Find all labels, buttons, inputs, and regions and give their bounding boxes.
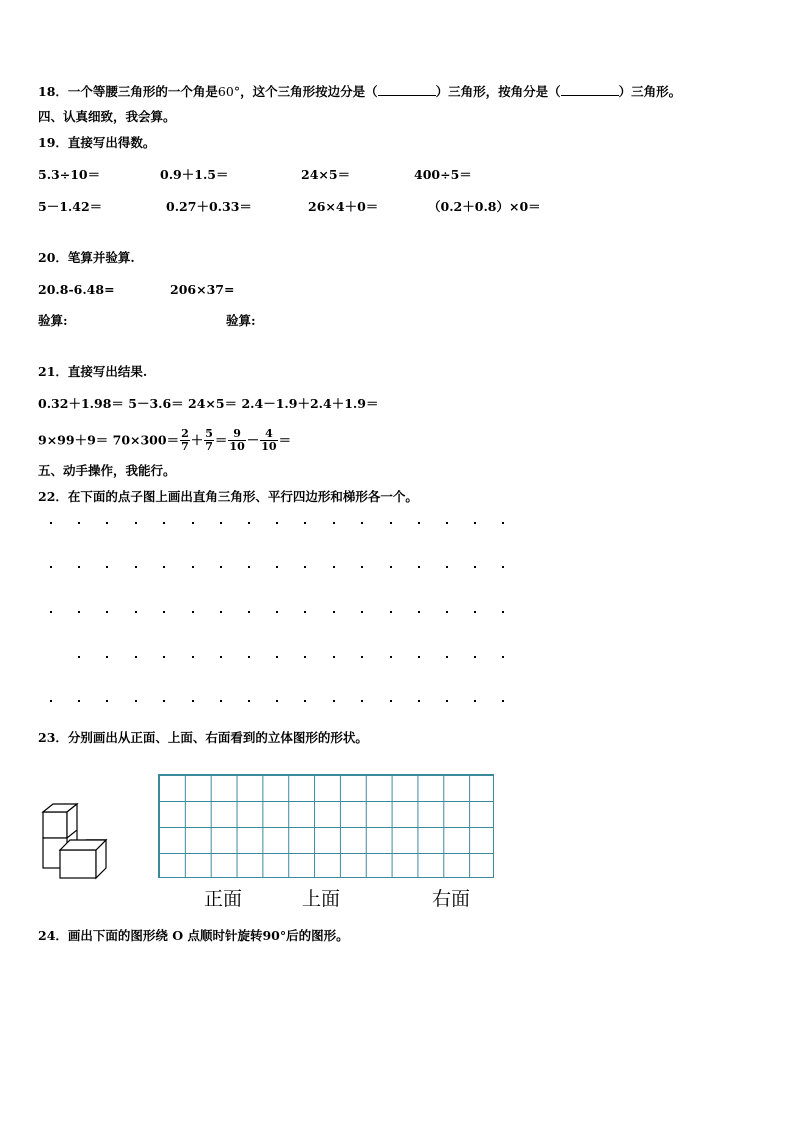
grid-dot xyxy=(361,656,363,658)
fraction-denominator: 10 xyxy=(261,440,277,453)
minus-sign: － xyxy=(246,432,260,448)
fraction-5-7 xyxy=(204,428,214,453)
grid-dot xyxy=(78,656,80,658)
grid-dot xyxy=(50,566,52,568)
q20-check-2: 验算: xyxy=(226,313,256,328)
grid-dot xyxy=(502,611,504,613)
grid-dot xyxy=(446,566,448,568)
q19-expr-1: 5.3÷10＝ xyxy=(38,167,101,182)
grid-dot xyxy=(50,522,52,524)
equals-sign: ＝ xyxy=(214,432,228,448)
grid-dot xyxy=(248,566,250,568)
grid-dot xyxy=(418,611,420,613)
fraction-4-10 xyxy=(260,428,277,453)
answer-blank-by-side[interactable] xyxy=(378,84,436,96)
grid-dot xyxy=(333,522,335,524)
grid-dot xyxy=(220,566,222,568)
grid-dot xyxy=(220,700,222,702)
grid-dot xyxy=(446,656,448,658)
grid-dot xyxy=(361,611,363,613)
grid-dot xyxy=(220,611,222,613)
grid-dot xyxy=(78,566,80,568)
q20-title: 20．笔算并验算. xyxy=(38,250,135,265)
section-4-heading: 四、认真细致，我会算。 xyxy=(38,109,176,124)
grid-dot xyxy=(276,700,278,702)
section-5-heading: 五、动手操作，我能行。 xyxy=(38,463,176,478)
grid-dot xyxy=(502,700,504,702)
grid-dot xyxy=(390,522,392,524)
fraction-numerator: 2 xyxy=(181,427,189,440)
grid-dot xyxy=(163,700,165,702)
q20-check-1: 验算: xyxy=(38,313,68,328)
q21-row-2 xyxy=(38,425,291,455)
grid-dot xyxy=(220,522,222,524)
grid-dot xyxy=(248,700,250,702)
grid-dot xyxy=(304,566,306,568)
grid-dot xyxy=(418,566,420,568)
grid-dot xyxy=(106,522,108,524)
grid-dot xyxy=(304,522,306,524)
q19-title: 19．直接写出得数。 xyxy=(38,135,156,150)
cube-solid-figure xyxy=(40,800,112,882)
plus-sign: ＋ xyxy=(190,432,204,448)
grid-dot xyxy=(50,700,52,702)
grid-dot xyxy=(474,656,476,658)
grid-dot xyxy=(78,522,80,524)
grid-dot xyxy=(418,656,420,658)
q22-title: 22．在下面的点子图上画出直角三角形、平行四边形和梯形各一个。 xyxy=(38,489,418,504)
fraction-numerator: 9 xyxy=(228,428,245,441)
answer-blank-by-angle[interactable] xyxy=(561,84,619,96)
fraction-numerator: 5 xyxy=(205,427,213,440)
grid-dot xyxy=(474,700,476,702)
fraction-numerator: 4 xyxy=(260,428,277,441)
q20-expr-1: 20.8-6.48= xyxy=(38,282,115,297)
q18-text-a: 一个等腰三角形的一个角是 xyxy=(67,84,218,99)
grid-dot xyxy=(163,611,165,613)
grid-dot xyxy=(135,656,137,658)
grid-dot xyxy=(135,611,137,613)
grid-dot xyxy=(418,700,420,702)
q21-row-1: 0.32＋1.98＝ 5－3.6＝ 24×5＝ 2.4－1.9＋2.4＋1.9＝ xyxy=(38,396,379,411)
grid-dot xyxy=(304,611,306,613)
q19-expr-8: （0.2＋0.8）×0＝ xyxy=(428,199,541,214)
label-right-view: 右面 xyxy=(432,888,471,910)
q19-expr-6: 0.27＋0.33＝ xyxy=(166,199,252,214)
grid-dot xyxy=(192,522,194,524)
dot-grid[interactable] xyxy=(40,512,520,712)
grid-dot xyxy=(474,611,476,613)
q23-title: 23．分别画出从正面、上面、右面看到的立体图形的形状。 xyxy=(38,730,368,745)
q21-title: 21．直接写出结果. xyxy=(38,364,148,379)
grid-dot xyxy=(135,566,137,568)
fraction-denominator: 7 xyxy=(181,440,189,453)
grid-dot xyxy=(192,611,194,613)
q19-expr-5: 5－1.42＝ xyxy=(38,199,103,214)
grid-dot xyxy=(135,700,137,702)
grid-dot xyxy=(390,566,392,568)
grid-dot xyxy=(333,611,335,613)
grid-dot xyxy=(106,611,108,613)
grid-dot xyxy=(106,566,108,568)
q18-text-b: ，这个三角形按边分是（ xyxy=(240,84,378,99)
label-top-view: 上面 xyxy=(302,888,341,910)
grid-dot xyxy=(192,566,194,568)
grid-dot xyxy=(474,522,476,524)
grid-dot xyxy=(163,522,165,524)
fraction-denominator: 10 xyxy=(229,440,245,453)
grid-dot xyxy=(276,566,278,568)
grid-dot xyxy=(502,566,504,568)
q19-expr-4: 400÷5＝ xyxy=(414,167,472,182)
grid-dot xyxy=(446,611,448,613)
grid-dot xyxy=(361,700,363,702)
fraction-9-10 xyxy=(228,428,245,453)
label-front-view: 正面 xyxy=(204,888,243,910)
grid-dot xyxy=(220,656,222,658)
grid-dot xyxy=(333,656,335,658)
grid-dot xyxy=(163,566,165,568)
fraction-denominator: 7 xyxy=(205,440,213,453)
grid-dot xyxy=(248,522,250,524)
grid-dot xyxy=(276,611,278,613)
q19-expr-2: 0.9＋1.5＝ xyxy=(160,167,229,182)
grid-dot xyxy=(276,522,278,524)
grid-dot xyxy=(446,522,448,524)
grid-dot xyxy=(390,611,392,613)
grid-dot xyxy=(502,656,504,658)
grid-dot xyxy=(106,700,108,702)
q18-angle: 60° xyxy=(217,84,241,99)
grid-dot xyxy=(390,656,392,658)
grid-dot xyxy=(248,656,250,658)
grid-dot xyxy=(163,656,165,658)
q19-expr-7: 26×4＋0＝ xyxy=(308,199,379,214)
grid-dot xyxy=(502,522,504,524)
q24-title: 24．画出下面的图形绕 O 点顺时针旋转90°后的图形。 xyxy=(38,928,349,943)
grid-dot xyxy=(106,656,108,658)
drawing-grid[interactable] xyxy=(158,774,494,878)
grid-dot xyxy=(78,611,80,613)
q18-text-c: ）三角形，按角分是（ xyxy=(435,84,561,99)
grid-dot xyxy=(333,700,335,702)
grid-dot xyxy=(248,611,250,613)
grid-dot xyxy=(304,700,306,702)
grid-dot xyxy=(390,700,392,702)
grid-dot xyxy=(418,522,420,524)
grid-dot xyxy=(446,700,448,702)
q19-expr-3: 24×5＝ xyxy=(301,167,351,182)
q20-expr-2: 206×37= xyxy=(170,282,235,297)
grid-dot xyxy=(361,522,363,524)
grid-dot xyxy=(135,522,137,524)
grid-dot xyxy=(50,611,52,613)
grid-dot xyxy=(192,700,194,702)
grid-dot xyxy=(333,566,335,568)
grid-dot xyxy=(474,566,476,568)
grid-dot xyxy=(192,656,194,658)
grid-dot xyxy=(304,656,306,658)
q21-row2-expressions: 9×99＋9＝ 70×300＝ xyxy=(38,432,180,448)
grid-dot xyxy=(78,700,80,702)
q18-number: 18． xyxy=(38,84,68,99)
grid-dot xyxy=(361,566,363,568)
fraction-2-7 xyxy=(180,428,190,453)
question-18 xyxy=(38,84,681,100)
equals-sign: ＝ xyxy=(278,432,292,448)
q18-text-d: ）三角形。 xyxy=(618,84,682,99)
grid-dot xyxy=(276,656,278,658)
